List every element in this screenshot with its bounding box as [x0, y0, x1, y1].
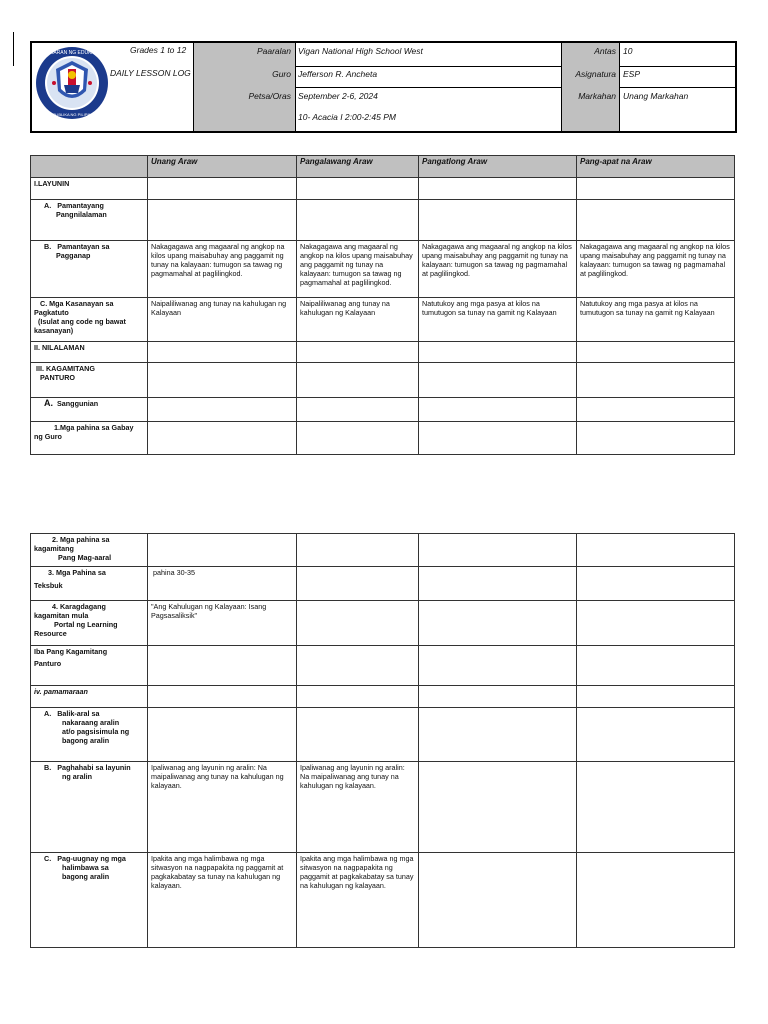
daily-lesson-log-title: DAILY LESSON LOG [110, 68, 191, 78]
kasanayan-label: C. Mga Kasanayan sa Pagkatuto (Isulat ang code ng bawat kasanayan) [31, 298, 148, 342]
table-row [31, 398, 735, 422]
pagganap-day3: Nakagagawa ang magaaral ng angkop na kilos upang maisabuhay ang paggamit ng tunay na kalayaan: tumugon sa tawag ng pagmamahal at paglilingkod. [419, 241, 577, 298]
table-row [31, 708, 735, 762]
kasanayan-day2: Naipaliliwanag ang tunay na kahulugan ng Kalayaan [297, 298, 419, 342]
pamantayang-label: A. Pamantayang Pangnilalaman [31, 200, 148, 241]
pagganap-day2: Nakagagawa ang magaaral ng angkop na kilos upang maisabuhay ang paggamit ng tunay na kalayaan: tumugon sa tawag ng pagmamahal at paglilingkod. [297, 241, 419, 298]
iba-pang-kagamitan-label: Iba Pang Kagamitang Panturo [31, 646, 148, 686]
asignatura-value: ESP [623, 69, 641, 79]
kagamitan-label: III. KAGAMITANG PANTURO [31, 363, 148, 398]
layunin-label: I.LAYUNIN [31, 178, 148, 200]
divider [295, 87, 561, 88]
teksbuk-day1: pahina 30-35 [148, 567, 297, 601]
divider [295, 66, 561, 67]
text-cursor [13, 32, 14, 66]
pag-uugnay-day2: Ipakita ang mga halimbawa ng mga sitwasyon na nagpapakita ng paggamit at pagkakabatay sa tunay na kahulugan ng kalayaan. [297, 853, 419, 948]
guro-value: Jefferson R. Ancheta [298, 69, 378, 79]
svg-text:REPUBLIKA NG PILIPINAS: REPUBLIKA NG PILIPINAS [47, 112, 97, 117]
pag-uugnay-label: C. Pag-uugnay ng mga halimbawa sa bagong aralin [31, 853, 148, 948]
table-row [31, 342, 735, 363]
header-label-column-right [561, 43, 619, 131]
table-row [31, 422, 735, 455]
table-row [31, 686, 735, 708]
pag-uugnay-day1: Ipakita ang mga halimbawa ng mga sitwasyon na nagpapakita ng paggamit at pagkakabatay sa tunay na kahulugan ng kalayaan. [148, 853, 297, 948]
divider [619, 66, 735, 67]
header-cell: Pang-apat na Araw [577, 156, 735, 178]
table-row [31, 298, 735, 342]
divider [193, 43, 194, 131]
lesson-table-page2 [30, 533, 735, 948]
petsa-value: September 2-6, 2024 [298, 91, 378, 101]
table-row [31, 241, 735, 298]
table-row [31, 646, 735, 686]
table-row [31, 853, 735, 948]
table-header-row [31, 156, 735, 178]
kasanayan-day4: Natutukoy ang mga pasya at kilos na tumutugon sa tunay na gamit ng Kalayaan [577, 298, 735, 342]
header-left-panel [32, 43, 193, 131]
magaaral-label: 2. Mga pahina sa kagamitang Pang Mag-aaral [31, 534, 148, 567]
divider [561, 43, 562, 131]
paghahabi-day1: Ipaliwanag ang layunin ng aralin: Na maipaliwanag ang tunay na kahulugan ng kalayaan. [148, 762, 297, 853]
paghahabi-label: B. Paghahabi sa layunin ng aralin [31, 762, 148, 853]
header-cell [31, 156, 148, 178]
karagdagang-day1: "Ang Kahulugan ng Kalayaan: Isang Pagsasaliksik" [148, 601, 297, 646]
header-label-column [193, 43, 295, 131]
karagdagang-label: 4. Karagdagang kagamitan mula Portal ng Learning Resource [31, 601, 148, 646]
table-row [31, 601, 735, 646]
header-cell: Pangalawang Araw [297, 156, 419, 178]
pamamaraan-label: iv. pamamaraan [31, 686, 148, 708]
sanggunian-label: A. Sanggunian [31, 398, 148, 422]
kasanayan-day3: Natutukoy ang mga pasya at kilos na tumutugon sa tunay na gamit ng Kalayaan [419, 298, 577, 342]
antas-value: 10 [623, 46, 633, 56]
lesson-table-page1 [30, 155, 735, 455]
teksbuk-label: 3. Mga Pahina sa Teksbuk [31, 567, 148, 601]
paaralan-value: Vigan National High School West [298, 46, 423, 56]
oras-value: 10- Acacia I 2:00-2:45 PM [298, 112, 396, 122]
kasanayan-day1: Naipaliliwanag ang tunay na kahulugan ng Kalayaan [148, 298, 297, 342]
divider [619, 87, 735, 88]
header-cell: Unang Araw [148, 156, 297, 178]
balik-aral-label: A. Balik-aral sa nakaraang aralin at/o pagsisimula ng bagong aralin [31, 708, 148, 762]
petsa-label: Petsa/Oras [248, 91, 291, 101]
markahan-value: Unang Markahan [623, 91, 689, 101]
svg-text:KAGAWARAN NG EDUKASYON: KAGAWARAN NG EDUKASYON [35, 50, 109, 56]
lesson-log-header [30, 41, 737, 133]
asignatura-label: Asignatura [575, 69, 616, 79]
table-row [31, 762, 735, 853]
table-row [31, 534, 735, 567]
table-row [31, 363, 735, 398]
nilalaman-label: II. NILALAMAN [31, 342, 148, 363]
pagganap-label: B. Pamantayan sa Pagganap [31, 241, 148, 298]
antas-label: Antas [594, 46, 616, 56]
guro-label: Guro [272, 69, 291, 79]
markahan-label: Markahan [578, 91, 616, 101]
table-row [31, 178, 735, 200]
pagganap-day4: Nakagagawa ang magaaral ng angkop na kilos upang maisabuhay ang paggamit ng tunay na kalayaan: tumugon sa tawag ng pagmamahal at paglilingkod. [577, 241, 735, 298]
paghahabi-day2: Ipaliwanag ang layunin ng aralin: Na maipaliwanag ang tunay na kahulugan ng kalayaan. [297, 762, 419, 853]
table-row [31, 200, 735, 241]
gabay-label: 1.Mga pahina sa Gabay ng Guro [31, 422, 148, 455]
deped-seal-icon [34, 45, 110, 121]
grades-label: Grades 1 to 12 [130, 45, 187, 55]
pagganap-day1: Nakagagawa ang magaaral ng angkop na kilos upang maisabuhay ang paggamit ng tunay na kalayaan: tumugon sa tawag ng pagmamahal at paglilingkod. [148, 241, 297, 298]
header-cell: Pangatlong Araw [419, 156, 577, 178]
paaralan-label: Paaralan [256, 46, 291, 56]
table-row [31, 567, 735, 601]
